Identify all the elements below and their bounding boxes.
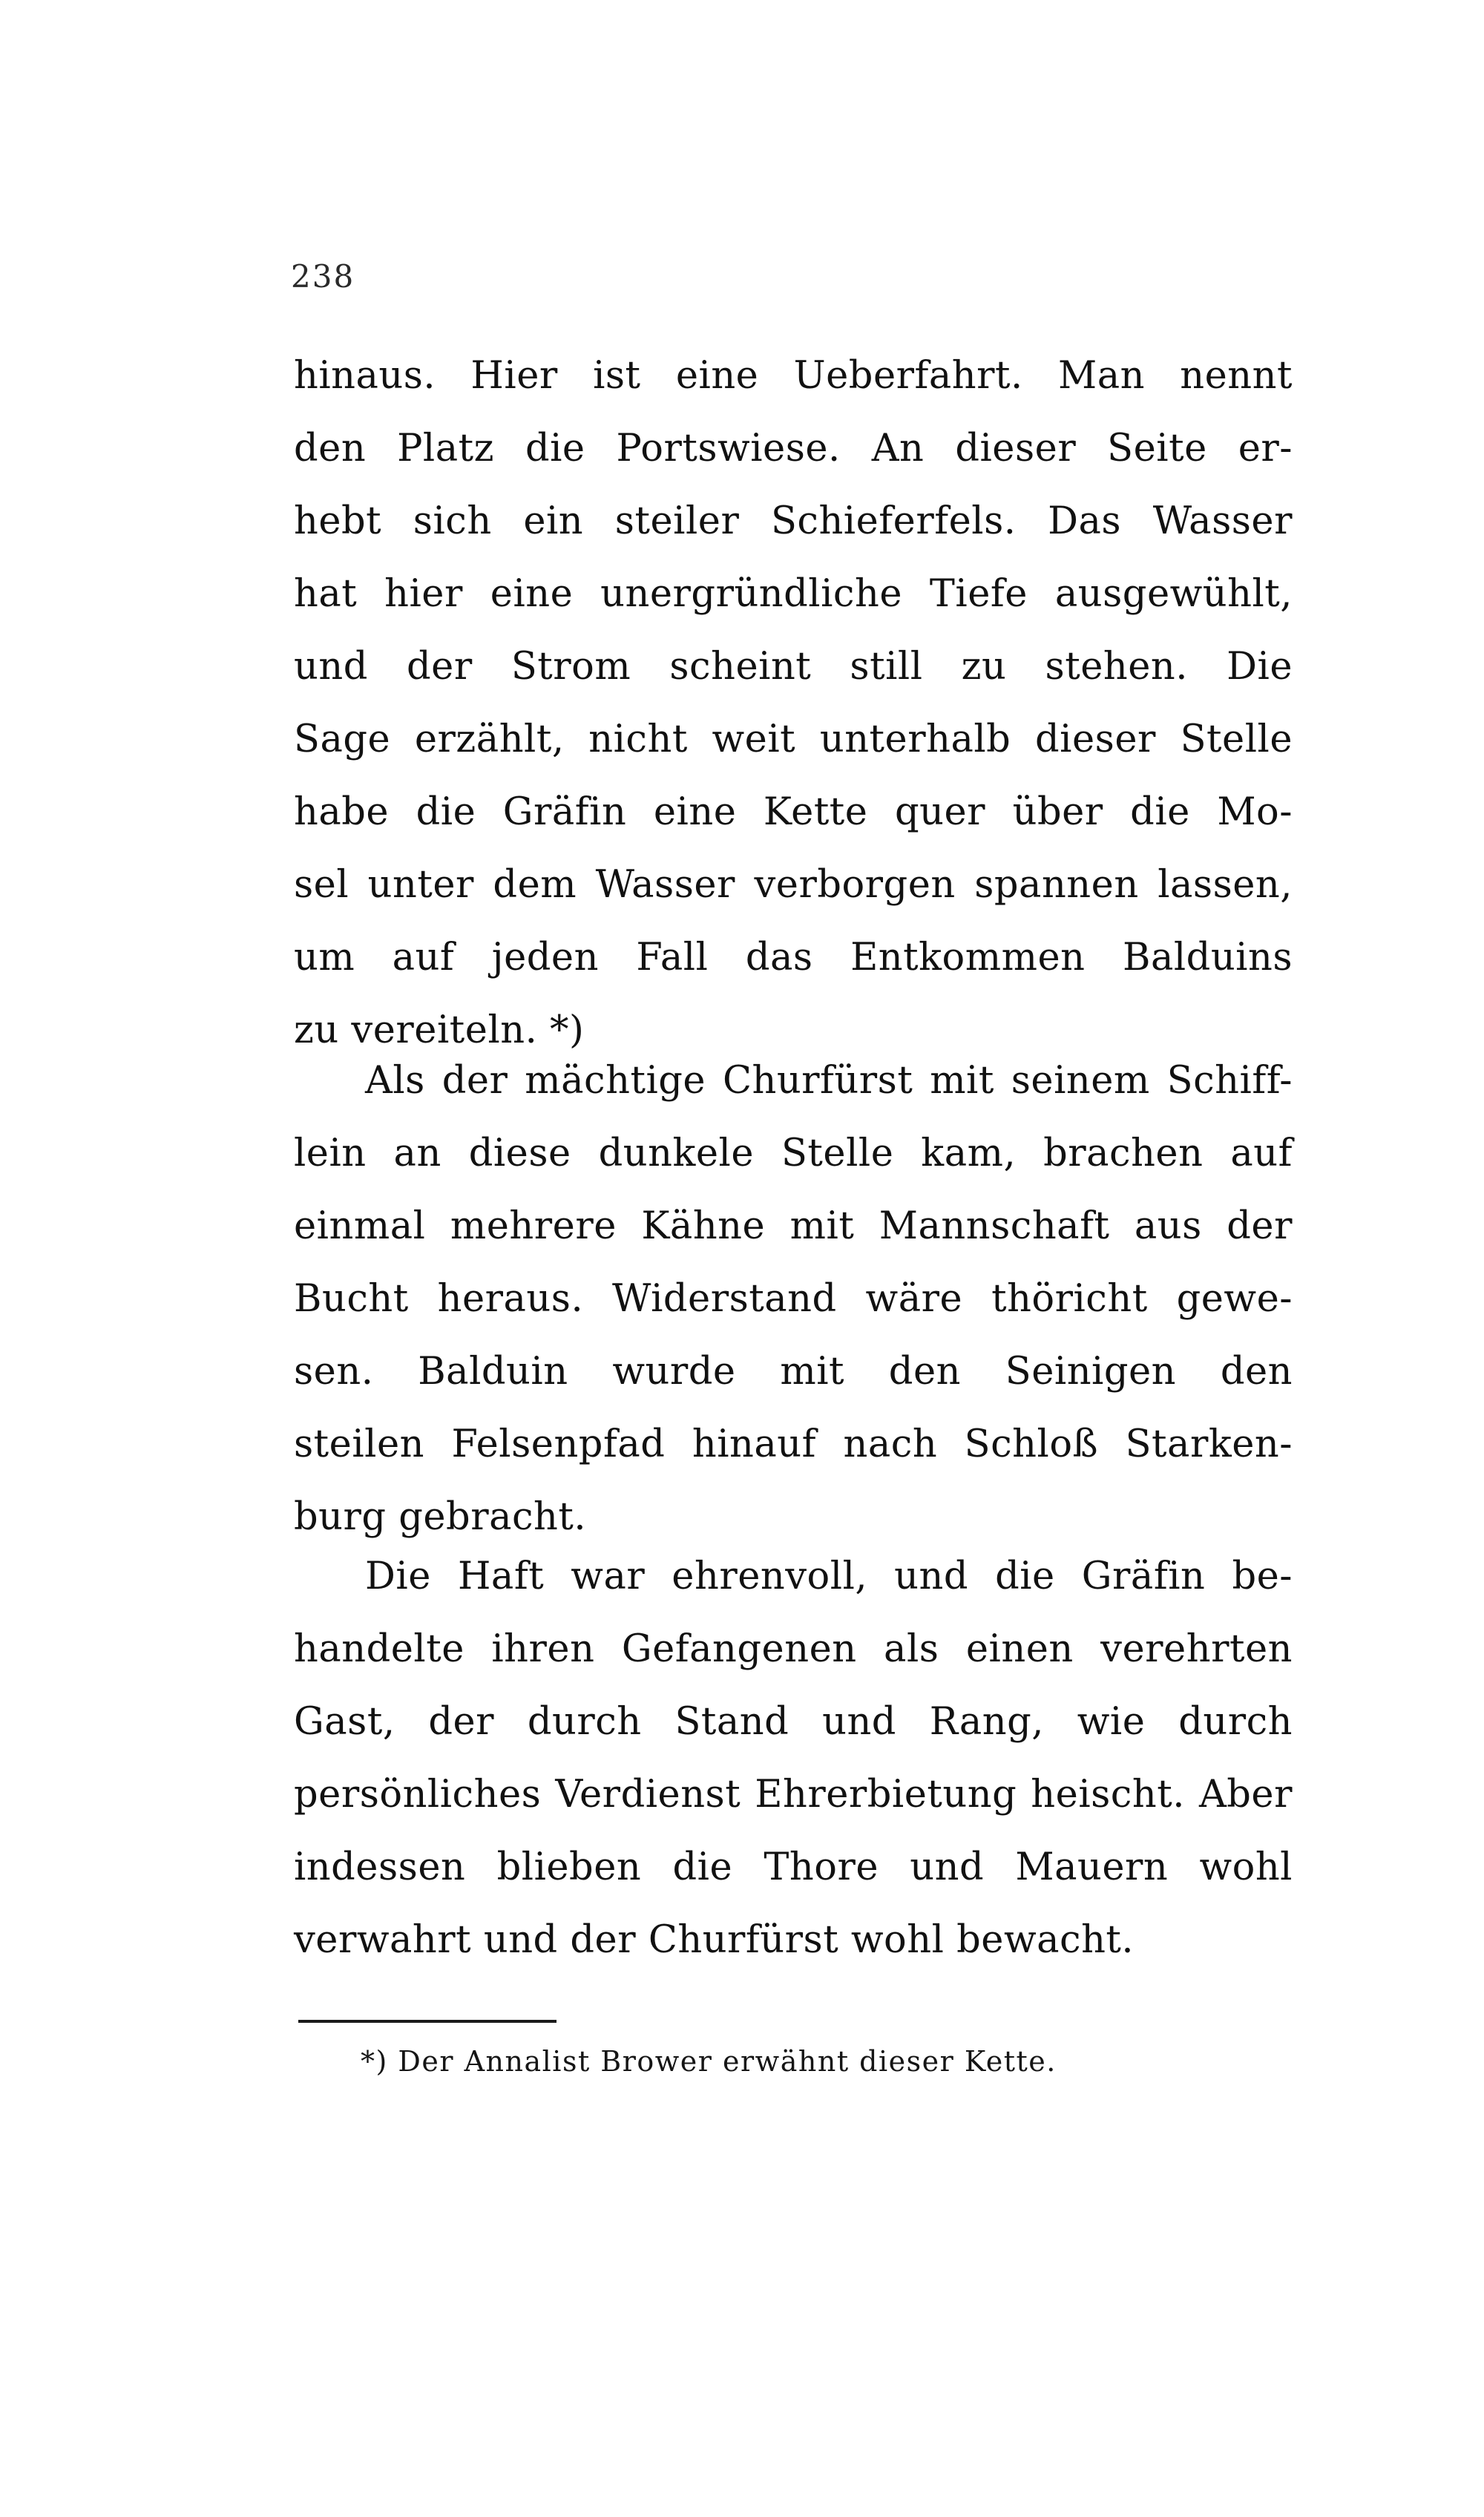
paragraph-3 [294,1540,1293,1977]
text-line: um auf jeden Fall das Entkommen Balduins [294,936,1293,979]
text-line: hebt sich ein steiler Schieferfels. Das Wasser [294,499,1293,543]
paragraph-1 [294,340,1293,1067]
text-line: burg gebracht. [294,1495,587,1539]
text-line: hat hier eine unergründliche Tiefe ausgewühlt, [294,572,1293,616]
text-line: steilen Felsenpfad hinauf nach Schloß Starken- [294,1422,1293,1466]
text-line: einmal mehrere Kähne mit Mannschaft aus der [294,1204,1293,1248]
text-line: den Platz die Portswiese. An dieser Seite er- [294,427,1293,470]
page-number: 238 [291,258,355,295]
text-line: handelte ihren Gefangenen als einen verehrten [294,1627,1293,1671]
text-line: sel unter dem Wasser verborgen spannen lassen, [294,863,1293,907]
text-line: und der Strom scheint still zu stehen. Die [294,645,1293,689]
footnote: *) Der Annalist Brower erwähnt dieser Kette. [361,2045,1057,2078]
text-line: indessen blieben die Thore und Mauern wohl [294,1845,1293,1889]
paragraph-2 [294,1045,1293,1554]
footnote-divider [298,2020,556,2023]
text-line: verwahrt und der Churfürst wohl bewacht. [294,1918,1135,1962]
text-line: sen. Balduin wurde mit den Seinigen den [294,1350,1293,1394]
text-line: zu vereiteln. *) [294,1008,585,1052]
text-line: Bucht heraus. Widerstand wäre thöricht gewe- [294,1277,1293,1321]
text-line: Gast, der durch Stand und Rang, wie durch [294,1700,1293,1744]
text-line: Als der mächtige Churfürst mit seinem Schiff- [365,1059,1293,1103]
text-line: hinaus. Hier ist eine Ueberfahrt. Man nennt [294,354,1293,398]
text-line: Die Haft war ehrenvoll, und die Gräfin be- [365,1555,1293,1598]
text-line: habe die Gräfin eine Kette quer über die Mo- [294,790,1293,834]
text-line: lein an diese dunkele Stelle kam, brachen auf [294,1132,1293,1175]
text-line: persönliches Verdienst Ehrerbietung heischt. Aber [294,1773,1293,1817]
text-line: Sage erzählt, nicht weit unterhalb dieser Stelle [294,718,1293,761]
